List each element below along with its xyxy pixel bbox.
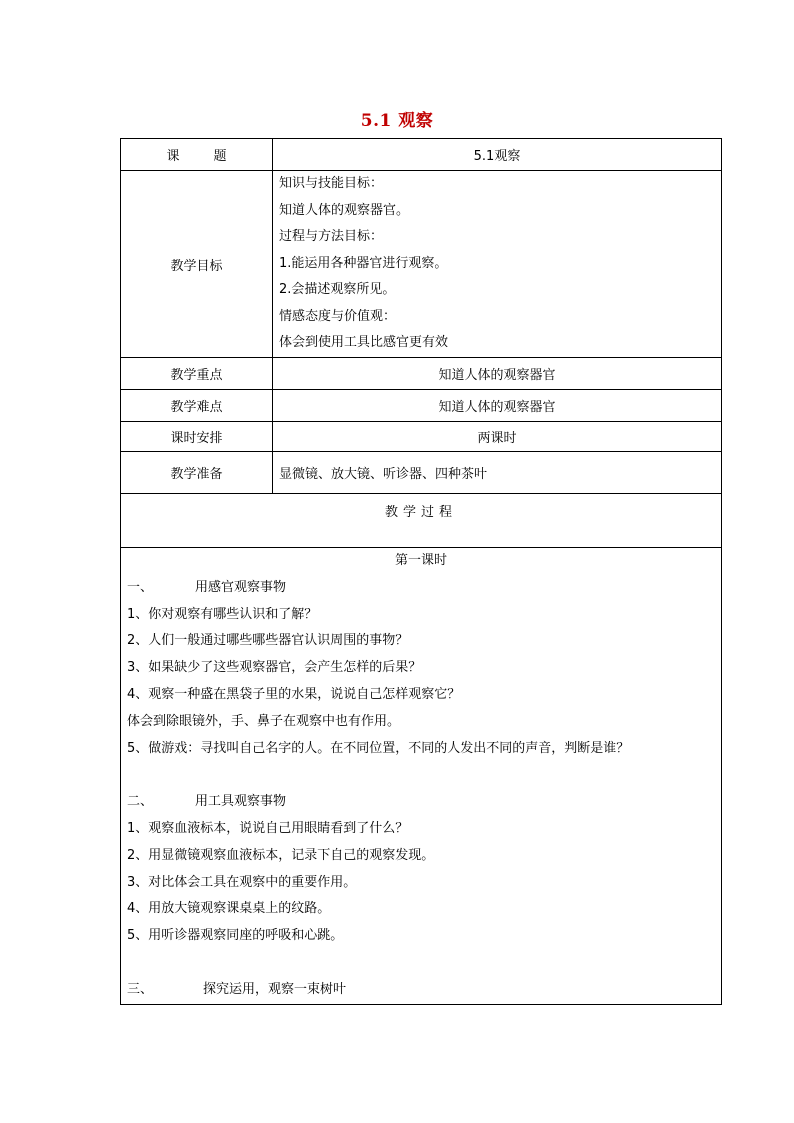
section-number: 一、 xyxy=(127,579,154,595)
topic-label-part-a: 课 xyxy=(166,149,180,164)
objective-line: 知道人体的观察器官。 xyxy=(279,202,410,218)
section-heading xyxy=(127,789,715,816)
schedule-label: 课时安排 xyxy=(121,422,273,452)
process-heading-row xyxy=(121,494,722,548)
schedule-value: 两课时 xyxy=(273,422,722,452)
lesson-plan-table xyxy=(120,138,722,1005)
blank-line xyxy=(127,762,715,789)
objective-line: 1.能运用各种器官进行观察。 xyxy=(279,255,448,271)
list-item: 5、用听诊器观察同座的呼吸和心跳。 xyxy=(127,928,344,944)
key-point-label: 教学重点 xyxy=(121,358,273,390)
lesson-title: 第一课时 xyxy=(394,553,447,568)
objective-line: 2.会描述观察所见。 xyxy=(279,282,396,298)
preparation-row xyxy=(121,452,722,494)
topic-row xyxy=(121,139,722,171)
page-title: 5.1 观察 xyxy=(360,111,434,131)
list-item: 1、你对观察有哪些认识和了解？ xyxy=(127,606,318,622)
list-item: 3、对比体会工具在观察中的重要作用。 xyxy=(127,874,357,890)
list-item: 1、观察血液标本，说说自己用眼睛看到了什么？ xyxy=(127,820,409,836)
section-heading xyxy=(127,575,715,602)
topic-label-part-b: 题 xyxy=(213,149,227,164)
section-title: 探究运用，观察一束树叶 xyxy=(203,981,347,997)
list-item: 3、如果缺少了这些观察器官，会产生怎样的后果？ xyxy=(127,660,422,676)
objective-line: 情感态度与价值观： xyxy=(279,308,397,324)
key-point-value: 知道人体的观察器官 xyxy=(273,358,722,390)
topic-value: 5.1观察 xyxy=(273,139,722,171)
process-heading: 教学过程 xyxy=(121,494,722,548)
blank-line xyxy=(127,950,715,977)
schedule-row xyxy=(121,422,722,452)
list-item: 5、做游戏：寻找叫自己名字的人。在不同位置，不同的人发出不同的声音，判断是谁？ xyxy=(127,740,630,756)
objective-line: 体会到使用工具比感官更有效 xyxy=(279,335,449,351)
difficulty-label: 教学难点 xyxy=(121,390,273,422)
process-body-row xyxy=(121,548,722,1005)
section-number: 三、 xyxy=(127,981,154,997)
objectives-content xyxy=(273,171,722,358)
difficulty-value: 知道人体的观察器官 xyxy=(273,390,722,422)
section-title: 用工具观察事物 xyxy=(195,794,287,810)
objectives-label: 教学目标 xyxy=(121,171,273,358)
section-heading xyxy=(127,977,715,1004)
list-item: 4、观察一种盛在黑袋子里的水果，说说自己怎样观察它？ xyxy=(127,686,461,702)
list-item: 4、用放大镜观察课桌桌上的纹路。 xyxy=(127,901,331,917)
objective-line: 过程与方法目标： xyxy=(279,229,384,245)
objective-line: 知识与技能目标： xyxy=(279,176,384,192)
topic-label xyxy=(121,139,273,171)
list-item: 2、用显微镜观察血液标本，记录下自己的观察发现。 xyxy=(127,847,435,863)
preparation-label: 教学准备 xyxy=(121,452,273,494)
section-number: 二、 xyxy=(127,794,154,810)
process-body xyxy=(121,548,722,1005)
list-item: 体会到除眼镜外，手、鼻子在观察中也有作用。 xyxy=(127,713,401,729)
section-title: 用感官观察事物 xyxy=(195,579,287,595)
difficulty-row xyxy=(121,390,722,422)
preparation-value: 显微镜、放大镜、听诊器、四种茶叶 xyxy=(273,452,722,494)
list-item: 2、人们一般通过哪些哪些器官认识周围的事物？ xyxy=(127,633,409,649)
objectives-row xyxy=(121,171,722,358)
key-point-row xyxy=(121,358,722,390)
